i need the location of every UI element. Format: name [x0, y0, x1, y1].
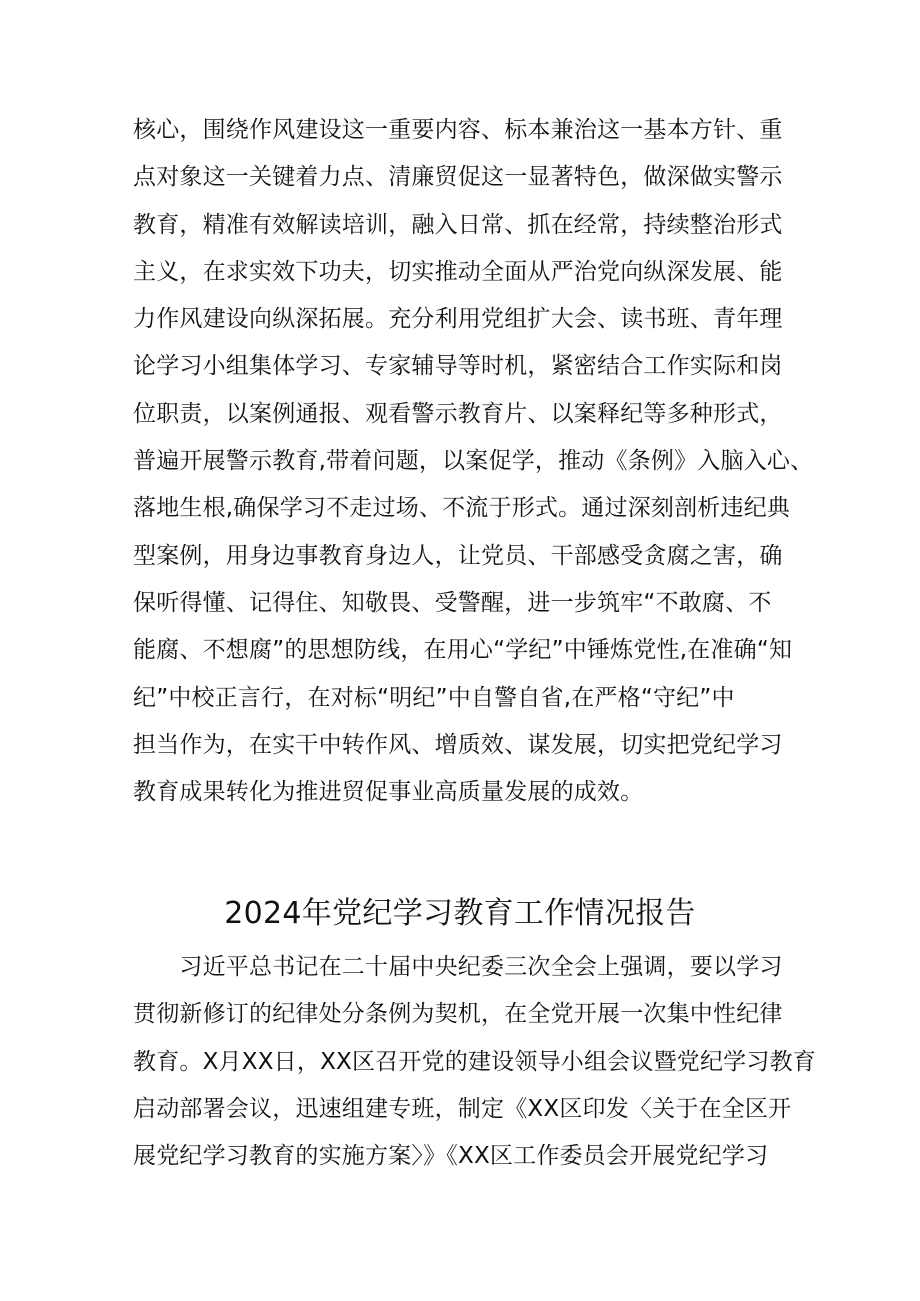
text-line: 核心，围绕作风建设这一重要内容、标本兼治这一基本方针、重 — [133, 117, 783, 143]
text-line: 展党纪学习教育的实施方案〉》《XX区工作委员会开展党纪学习 — [133, 1143, 769, 1170]
text-line: 习近平总书记在二十届中央纪委三次全会上强调，要以学习 — [133, 954, 783, 980]
text-line: 点对象这一关键着力点、清廉贸促这一显著特色，做深做实警示 — [133, 164, 783, 191]
text-line: 能腐、不想腐”的思想防线，在用心“学纪”中锤炼党性,在准确“知 — [133, 637, 793, 664]
text-line: 型案例，用身边事教育身边人，让党员、干部感受贪腐之害，确 — [133, 542, 783, 569]
report-title: 2024年党纪学习教育工作情况报告 — [224, 896, 696, 931]
text-line: 教育，精准有效解读培训，融入日常、抓在经常，持续整治形式 — [133, 211, 783, 238]
text-line: 纪”中校正言行，在对标“明纪”中自警自省,在严格“守纪”中 — [133, 684, 735, 711]
text-line: 落地生根,确保学习不走过场、不流于形式。通过深刻剖析违纪典 — [133, 495, 791, 522]
text-line: 教育成果转化为推进贸促事业高质量发展的成效。 — [133, 779, 644, 806]
text-line: 普遍开展警示教育,带着问题，以案促学，推动《条例》入脑入心、 — [133, 448, 814, 475]
body-paragraph-intro — [133, 944, 816, 1180]
text-line: 位职责，以案例通报、观看警示教育片、以案释纪等多种形式， — [133, 400, 783, 427]
text-line: 启动部署会议，迅速组建专班，制定《XX区印发〈关于在全区开 — [133, 1095, 792, 1122]
text-line: 主义，在求实效下功夫，切实推动全面从严治党向纵深发展、能 — [133, 258, 783, 285]
text-line: 担当作为，在实干中转作风、增质效、谋发展，切实把党纪学习 — [133, 731, 783, 758]
text-line: 保听得懂、记得住、知敬畏、受警醒，进一步筑牢“不敢腐、不 — [133, 589, 772, 616]
body-paragraph-continued — [133, 107, 814, 816]
text-line: 论学习小组集体学习、专家辅导等时机，紧密结合工作实际和岗 — [133, 353, 783, 380]
text-line: 教育。X月XX日，XX区召开党的建设领导小组会议暨党纪学习教育 — [133, 1048, 816, 1075]
text-line: 贯彻新修订的纪律处分条例为契机，在全党开展一次集中性纪律 — [133, 1001, 783, 1028]
text-line: 力作风建设向纵深拓展。充分利用党组扩大会、读书班、青年理 — [133, 306, 783, 333]
